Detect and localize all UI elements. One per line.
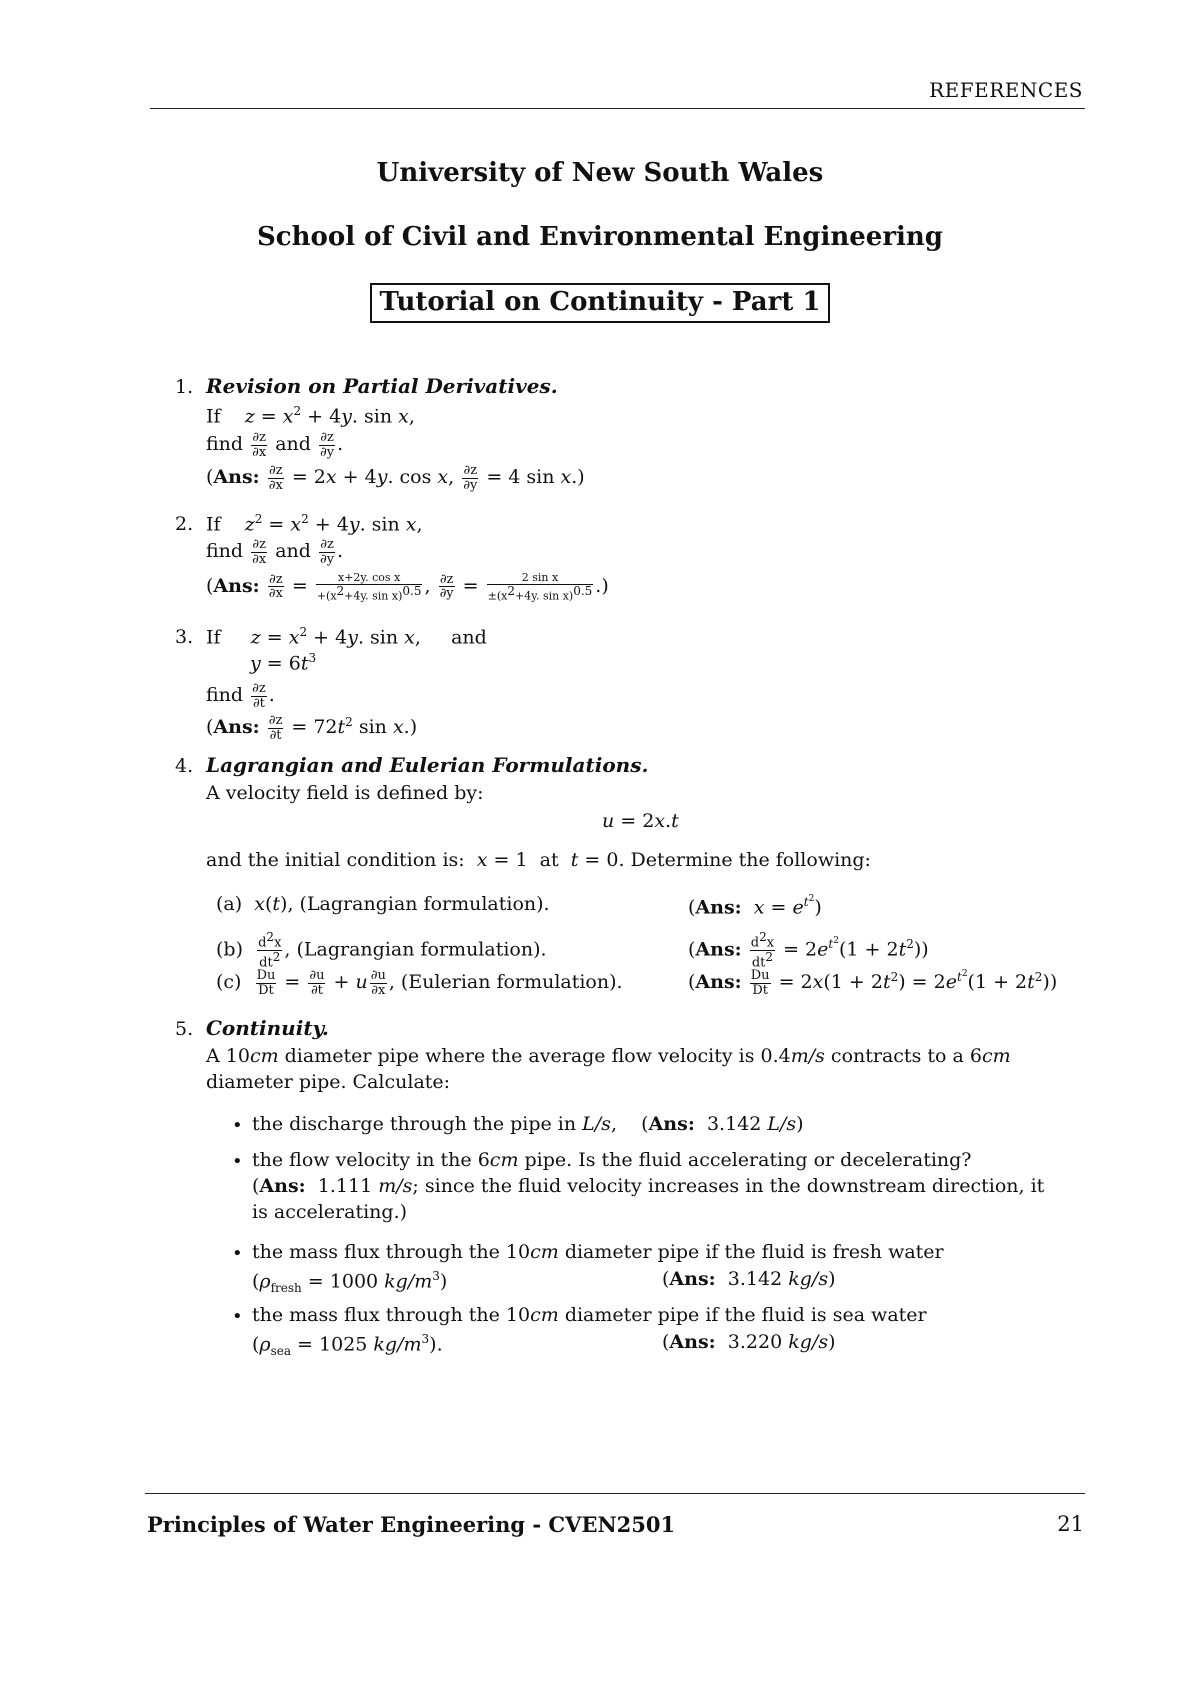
- course-footer: Principles of Water Engineering - CVEN2501: [147, 1512, 676, 1537]
- q3-given-y: $y = 6t^3$: [250, 651, 317, 675]
- q4-part-b: (b) $\frac{d^2x}{dt^2}$ , (Lagrangian formulation).: [216, 930, 547, 971]
- q5-intro-line1: A 10cm diameter pipe where the average flow velocity is 0.4m/s contracts to a 6cm: [206, 1045, 1011, 1067]
- q3-find: find $\frac{\partial z}{\partial t}$ .: [206, 681, 275, 711]
- running-head: REFERENCES: [929, 78, 1083, 102]
- q1-answer: (Ans: $\frac{\partial z}{\partial x}$ = 2x + 4y. cos x, $\frac{\partial z}{\partial y}$ = 4 sin x.): [206, 463, 585, 493]
- q5-bullet-4-answer: (Ans: 3.220 kg/s): [662, 1331, 836, 1353]
- q2-given: If $z^2 = x^2 + 4y$. sin x,: [206, 512, 423, 536]
- q4-part-a-answer: (Ans: $x = e^{t^2}$): [688, 894, 822, 919]
- q2-answer: (Ans: $\frac{\partial z}{\partial x}$ = $\frac{\text{x+2y. cos x}}{+(x^2+4y. \sin x)^{0.5}}$ , $\frac{\partial z}{\partial y}$ = $\frac{\text{2 sin x}}{\pm(x^2+4y. \sin x)^{0.5}}$ .): [206, 571, 609, 603]
- bullet-3-marker: •: [232, 1243, 243, 1264]
- q4-part-b-answer: (Ans: $\frac{d^2x}{dt^2}$ = $2e^{t^2}(1 + 2t^2)$): [688, 930, 929, 971]
- q5-intro-line2: diameter pipe. Calculate:: [206, 1071, 451, 1093]
- tutorial-title-wrap: [0, 283, 1200, 323]
- q4-part-c: (c) $\frac{Du}{Dt}$ = $\frac{\partial u}{\partial t}$ + u $\frac{\partial u}{\partial x}$ , (Eulerian formulation).: [216, 968, 623, 998]
- bullet-1-marker: •: [232, 1115, 243, 1136]
- header-rule: [150, 108, 1085, 109]
- q3-given: If $z = x^2 + 4y$. sin x, and: [206, 625, 487, 649]
- q5-bullet-4-density: ($\rho_{sea} = 1025$ $kg/m^3$).: [252, 1332, 443, 1359]
- q3-answer: (Ans: $\frac{\partial z}{\partial t}$ = $72t^2$ sin x.): [206, 713, 418, 743]
- q5-bullet-2-answer: (Ans: 1.111 m/s; since the fluid velocity increases in the downstream direction, it: [252, 1175, 1045, 1197]
- q4-velocity-field: u = 2x.t: [602, 810, 679, 832]
- q4-intro: A velocity field is defined by:: [206, 782, 484, 804]
- tutorial-title: Tutorial on Continuity - Part 1: [370, 283, 831, 323]
- q5-bullet-2: the flow velocity in the 6cm pipe. Is the fluid accelerating or decelerating?: [252, 1149, 972, 1171]
- page-number: 21: [1057, 1512, 1084, 1536]
- q5-bullet-3-density: ($\rho_{fresh} = 1000$ $kg/m^3$): [252, 1269, 448, 1296]
- q3-number: 3.: [175, 626, 194, 648]
- footer-rule: [145, 1493, 1085, 1494]
- q1-number: 1.: [175, 376, 194, 398]
- q2-number: 2.: [175, 513, 194, 535]
- bullet-2-marker: •: [232, 1151, 243, 1172]
- q5-number: 5.: [175, 1018, 194, 1040]
- q5-bullet-3-answer: (Ans: 3.142 kg/s): [662, 1268, 836, 1290]
- q5-heading: Continuity.: [206, 1016, 329, 1040]
- q1-heading: Revision on Partial Derivatives.: [206, 374, 558, 398]
- q4-part-a: (a) x(t), (Lagrangian formulation).: [216, 893, 550, 915]
- q1-find: find $\frac{\partial z}{\partial x}$ and $\frac{\partial z}{\partial y}$ .: [206, 430, 344, 460]
- q4-part-c-answer: (Ans: $\frac{Du}{Dt}$ = $2x(1 + 2t^2) = 2e^{t^2}(1 + 2t^2)$): [688, 968, 1058, 998]
- q2-find: find $\frac{\partial z}{\partial x}$ and $\frac{\partial z}{\partial y}$ .: [206, 537, 344, 567]
- q5-bullet-1: the discharge through the pipe in L/s, (Ans: 3.142 L/s): [252, 1113, 804, 1135]
- q5-bullet-3: the mass flux through the 10cm diameter pipe if the fluid is fresh water: [252, 1241, 944, 1263]
- university-title: University of New South Wales: [376, 158, 824, 188]
- q5-bullet-4: the mass flux through the 10cm diameter pipe if the fluid is sea water: [252, 1304, 927, 1326]
- q4-condition: and the initial condition is: x = 1 at t = 0. Determine the following:: [206, 849, 871, 871]
- bullet-4-marker: •: [232, 1306, 243, 1327]
- q4-heading: Lagrangian and Eulerian Formulations.: [206, 753, 649, 777]
- q4-number: 4.: [175, 755, 194, 777]
- q1-given: If $z = x^2 + 4y$. sin x,: [206, 404, 415, 428]
- school-title: School of Civil and Environmental Engineering: [257, 222, 943, 252]
- q5-bullet-2-answer-cont: is accelerating.): [252, 1201, 408, 1223]
